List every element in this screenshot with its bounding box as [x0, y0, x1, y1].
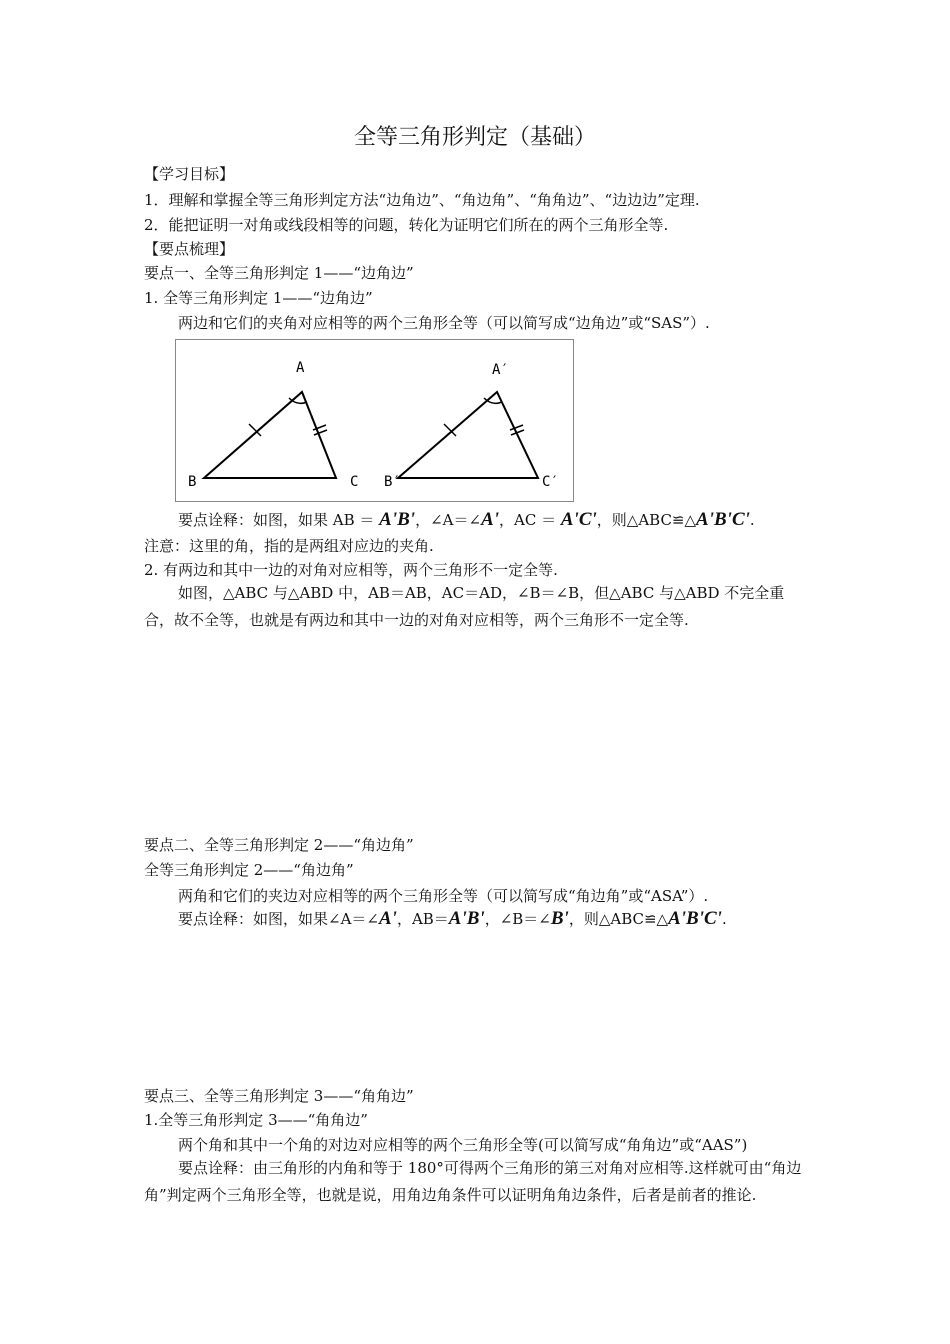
math2-b-prime: B' — [550, 908, 569, 929]
point2-sub: 全等三角形判定 2——“角边角” — [144, 861, 354, 879]
point1-note-b: ，∠A＝∠ — [415, 511, 482, 529]
point1-note-c: ，AC ＝ — [499, 511, 561, 529]
point2-note-a: 要点诠释：如图，如果∠A＝∠ — [178, 910, 379, 928]
math2-abc-prime: A'B'C' — [668, 908, 722, 929]
point1-sub2: 2. 有两边和其中一边的对角对应相等，两个三角形不一定全等. — [144, 561, 558, 579]
point2-note-end: . — [721, 910, 727, 928]
point1-attention: 注意：这里的角，指的是两组对应边的夹角. — [144, 537, 434, 555]
goal-2: 2．能把证明一对角或线段相等的问题，转化为证明它们所在的两个三角形全等. — [144, 216, 669, 234]
triangle-abc — [204, 392, 336, 478]
point3-heading: 要点三、全等三角形判定 3——“角角边” — [144, 1087, 414, 1105]
point1-note — [178, 510, 755, 530]
triangle-figure — [175, 339, 574, 502]
point2-note-b: ，AB＝ — [396, 910, 449, 928]
label-c: C — [350, 474, 359, 490]
point3-note: 要点诠释：由三角形的内角和等于 180°可得两个三角形的第三对角对应相等.这样就可由“角边角”判定两个三角形全等，也就是说，用角边角条件可以证明角角边条件，后者是前者的推论. — [144, 1159, 802, 1204]
math2-ab-prime: A'B' — [448, 908, 485, 929]
math-ac-prime: A'C' — [560, 509, 597, 530]
point2-note-c: ，∠B＝∠ — [484, 910, 551, 928]
label-b-prime: B′ — [384, 474, 401, 490]
label-a-prime: A′ — [492, 362, 509, 378]
point1-heading: 要点一、全等三角形判定 1——“边角边” — [144, 264, 414, 282]
point3-sub: 1.全等三角形判定 3——“角角边” — [144, 1111, 368, 1129]
goal-1: 1．理解和掌握全等三角形判定方法“边角边”、“角边角”、“角角边”、“边边边”定理. — [144, 191, 700, 209]
point2-note — [178, 909, 727, 929]
tick-a2c2-1 — [510, 425, 523, 430]
point2-note-d: ，则△ABC≌△ — [568, 910, 669, 928]
math-a-prime: A' — [481, 509, 500, 530]
triangles-svg — [176, 340, 573, 501]
label-c-prime: C′ — [542, 474, 559, 490]
point3-desc: 两个角和其中一个角的对边对应相等的两个三角形全等(可以简写成“角角边”或“AAS”) — [178, 1136, 748, 1154]
math-ab-prime: A'B' — [379, 509, 416, 530]
point1-example: 如图，△ABC 与△ABD 中，AB＝AB，AC＝AD，∠B＝∠B，但△ABC 与△ABD 不完全重合，故不全等，也就是有两边和其中一边的对角对应相等，两个三角形不一定全等. — [144, 584, 785, 629]
point1-note-end: . — [749, 511, 755, 529]
label-b: B — [188, 474, 197, 490]
page-title: 全等三角形判定（基础） — [353, 125, 596, 150]
tick-ac-2 — [314, 430, 327, 435]
point1-note-a: 要点诠释：如图，如果 AB ＝ — [178, 511, 380, 529]
triangle-a2b2c2 — [398, 392, 538, 478]
points-heading: 【要点梳理】 — [144, 240, 235, 258]
math-abc-prime: A'B'C' — [696, 509, 750, 530]
point2-heading: 要点二、全等三角形判定 2——“角边角” — [144, 836, 414, 854]
point1-sub1: 1. 全等三角形判定 1——“边角边” — [144, 289, 373, 307]
point1-desc: 两边和它们的夹角对应相等的两个三角形全等（可以简写成“边角边”或“SAS”）. — [178, 314, 710, 332]
point2-desc: 两角和它们的夹边对应相等的两个三角形全等（可以简写成“角边角”或“ASA”）. — [178, 887, 709, 905]
label-a: A — [296, 360, 305, 376]
math2-a-prime: A' — [378, 908, 397, 929]
point1-note-d: ，则△ABC≌△ — [596, 511, 697, 529]
goals-heading: 【学习目标】 — [144, 165, 235, 183]
